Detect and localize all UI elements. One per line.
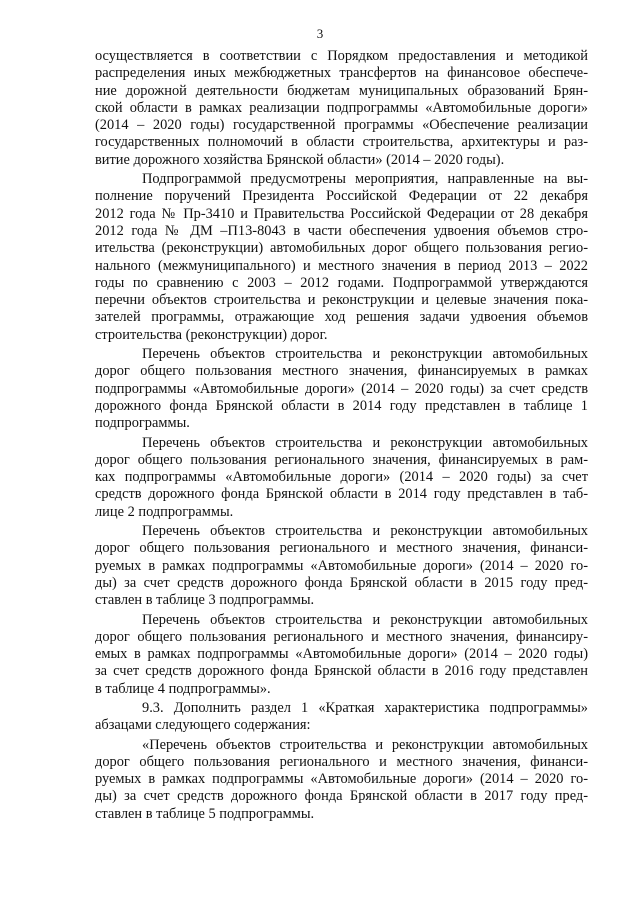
- text-line: ние дорожной деятельности бюджетам муниципальных образований Брян-: [95, 82, 588, 99]
- paragraph-2: [95, 171, 588, 344]
- text-line: дорог общего пользования регионального и местного значения, финансиру-: [95, 628, 588, 645]
- text-line: осуществляется в соответствии с Порядком предоставления и методикой: [95, 48, 588, 64]
- text-line: ской области в рамках реализации подпрограммы «Автомобильные дороги»: [95, 99, 588, 116]
- text-line: дорог общего пользования регионального значения, финансируемых в рам-: [95, 451, 588, 468]
- text-line: ительства (реконструкции) автомобильных дорог общего пользования регио-: [95, 240, 588, 257]
- text-line: распределения иных межбюджетных трансфертов на финансовое обеспече-: [95, 65, 588, 82]
- text-line: Перечень объектов строительства и реконструкции автомобильных: [142, 346, 588, 363]
- page-number: 3: [316, 26, 324, 41]
- text-line: государственных полномочий в области строительства, архитектуры и раз-: [95, 134, 588, 151]
- text-line: ставлен в таблице 3 подпрограммы.: [95, 592, 315, 609]
- text-line: емых в рамках подпрограммы «Автомобильные дороги» (2014 – 2020 годы): [95, 646, 588, 663]
- paragraph-3: [95, 346, 588, 432]
- text-line: подпрограммы.: [95, 415, 190, 432]
- text-line: Перечень объектов строительства и реконструкции автомобильных: [142, 611, 588, 628]
- text-line: ставлен в таблице 5 подпрограммы.: [95, 805, 315, 822]
- text-line: подпрограммы «Автомобильные дороги» (2014 – 2020 годы) за счет средств: [95, 380, 588, 397]
- text-line: годы по сравнению с 2003 – 2012 годами. Подпрограммой утверждаются: [95, 274, 588, 291]
- text-line: дорог общего пользования местного значения, финансируемых в рамках: [95, 363, 588, 380]
- text-line: Перечень объектов строительства и реконструкции автомобильных: [142, 434, 588, 451]
- text-line: дорожного фонда Брянской области в 2014 году представлен в таблице 1: [95, 397, 588, 414]
- paragraph-4: [95, 435, 588, 521]
- text-line: абзацами следующего содержания:: [95, 717, 311, 734]
- text-line: (2014 – 2020 годы) государственной программы «Обеспечение реализации: [95, 117, 588, 134]
- paragraph-8: [95, 737, 588, 823]
- text-line: средств дорожного фонда Брянской области в 2014 году представлен в таб-: [95, 486, 588, 503]
- paragraph-6: [95, 612, 588, 698]
- text-line: нального (межмуниципального) и местного значения в период 2013 – 2022: [95, 257, 588, 274]
- text-line: зателей программы, отражающие ход решения задачи удвоения объемов: [95, 309, 588, 326]
- text-line: 9.3. Дополнить раздел 1 «Краткая характеристика подпрограммы»: [142, 699, 588, 716]
- text-line: руемых в рамках подпрограммы «Автомобильные дороги» (2014 – 2020 го-: [95, 771, 588, 788]
- text-line: ды) за счет средств дорожного фонда Брянской области в 2015 году пред-: [95, 574, 588, 591]
- text-line: витие дорожного хозяйства Брянской области» (2014 – 2020 годы).: [95, 151, 505, 168]
- text-line: ках подпрограммы «Автомобильные дороги» (2014 – 2020 годы) за счет: [95, 469, 588, 486]
- text-line: полнение поручений Президента Российской Федерации от 22 декабря: [95, 188, 588, 205]
- text-line: Подпрограммой предусмотрены мероприятия, направленные на вы-: [142, 171, 588, 188]
- text-line: за счет средств дорожного фонда Брянской области в 2016 году представлен: [95, 663, 588, 680]
- text-line: дорог общего пользования регионального и местного значения, финанси-: [95, 753, 588, 770]
- text-line: перечни объектов строительства и реконструкции и целевые значения пока-: [95, 292, 588, 309]
- paragraph-1: [95, 48, 588, 169]
- text-line: «Перечень объектов строительства и реконструкции автомобильных: [142, 736, 588, 753]
- paragraph-7: [95, 700, 588, 735]
- text-line: 2012 года № Пр-3410 и Правительства Российской Федерации от 28 декабря: [95, 205, 588, 222]
- body-text: [95, 48, 588, 825]
- text-line: строительства (реконструкции) дорог.: [95, 326, 328, 343]
- text-line: Перечень объектов строительства и реконструкции автомобильных: [142, 523, 588, 540]
- text-line: дорог общего пользования регионального и местного значения, финанси-: [95, 540, 588, 557]
- text-line: ды) за счет средств дорожного фонда Брянской области в 2017 году пред-: [95, 788, 588, 805]
- text-line: 2012 года № ДМ –П13-8043 в части обеспечения удвоения объемов стро-: [95, 222, 588, 239]
- text-line: руемых в рамках подпрограммы «Автомобильные дороги» (2014 – 2020 го-: [95, 557, 588, 574]
- text-line: в таблице 4 подпрограммы».: [95, 680, 271, 697]
- paragraph-5: [95, 523, 588, 609]
- text-line: лице 2 подпрограммы.: [95, 503, 234, 520]
